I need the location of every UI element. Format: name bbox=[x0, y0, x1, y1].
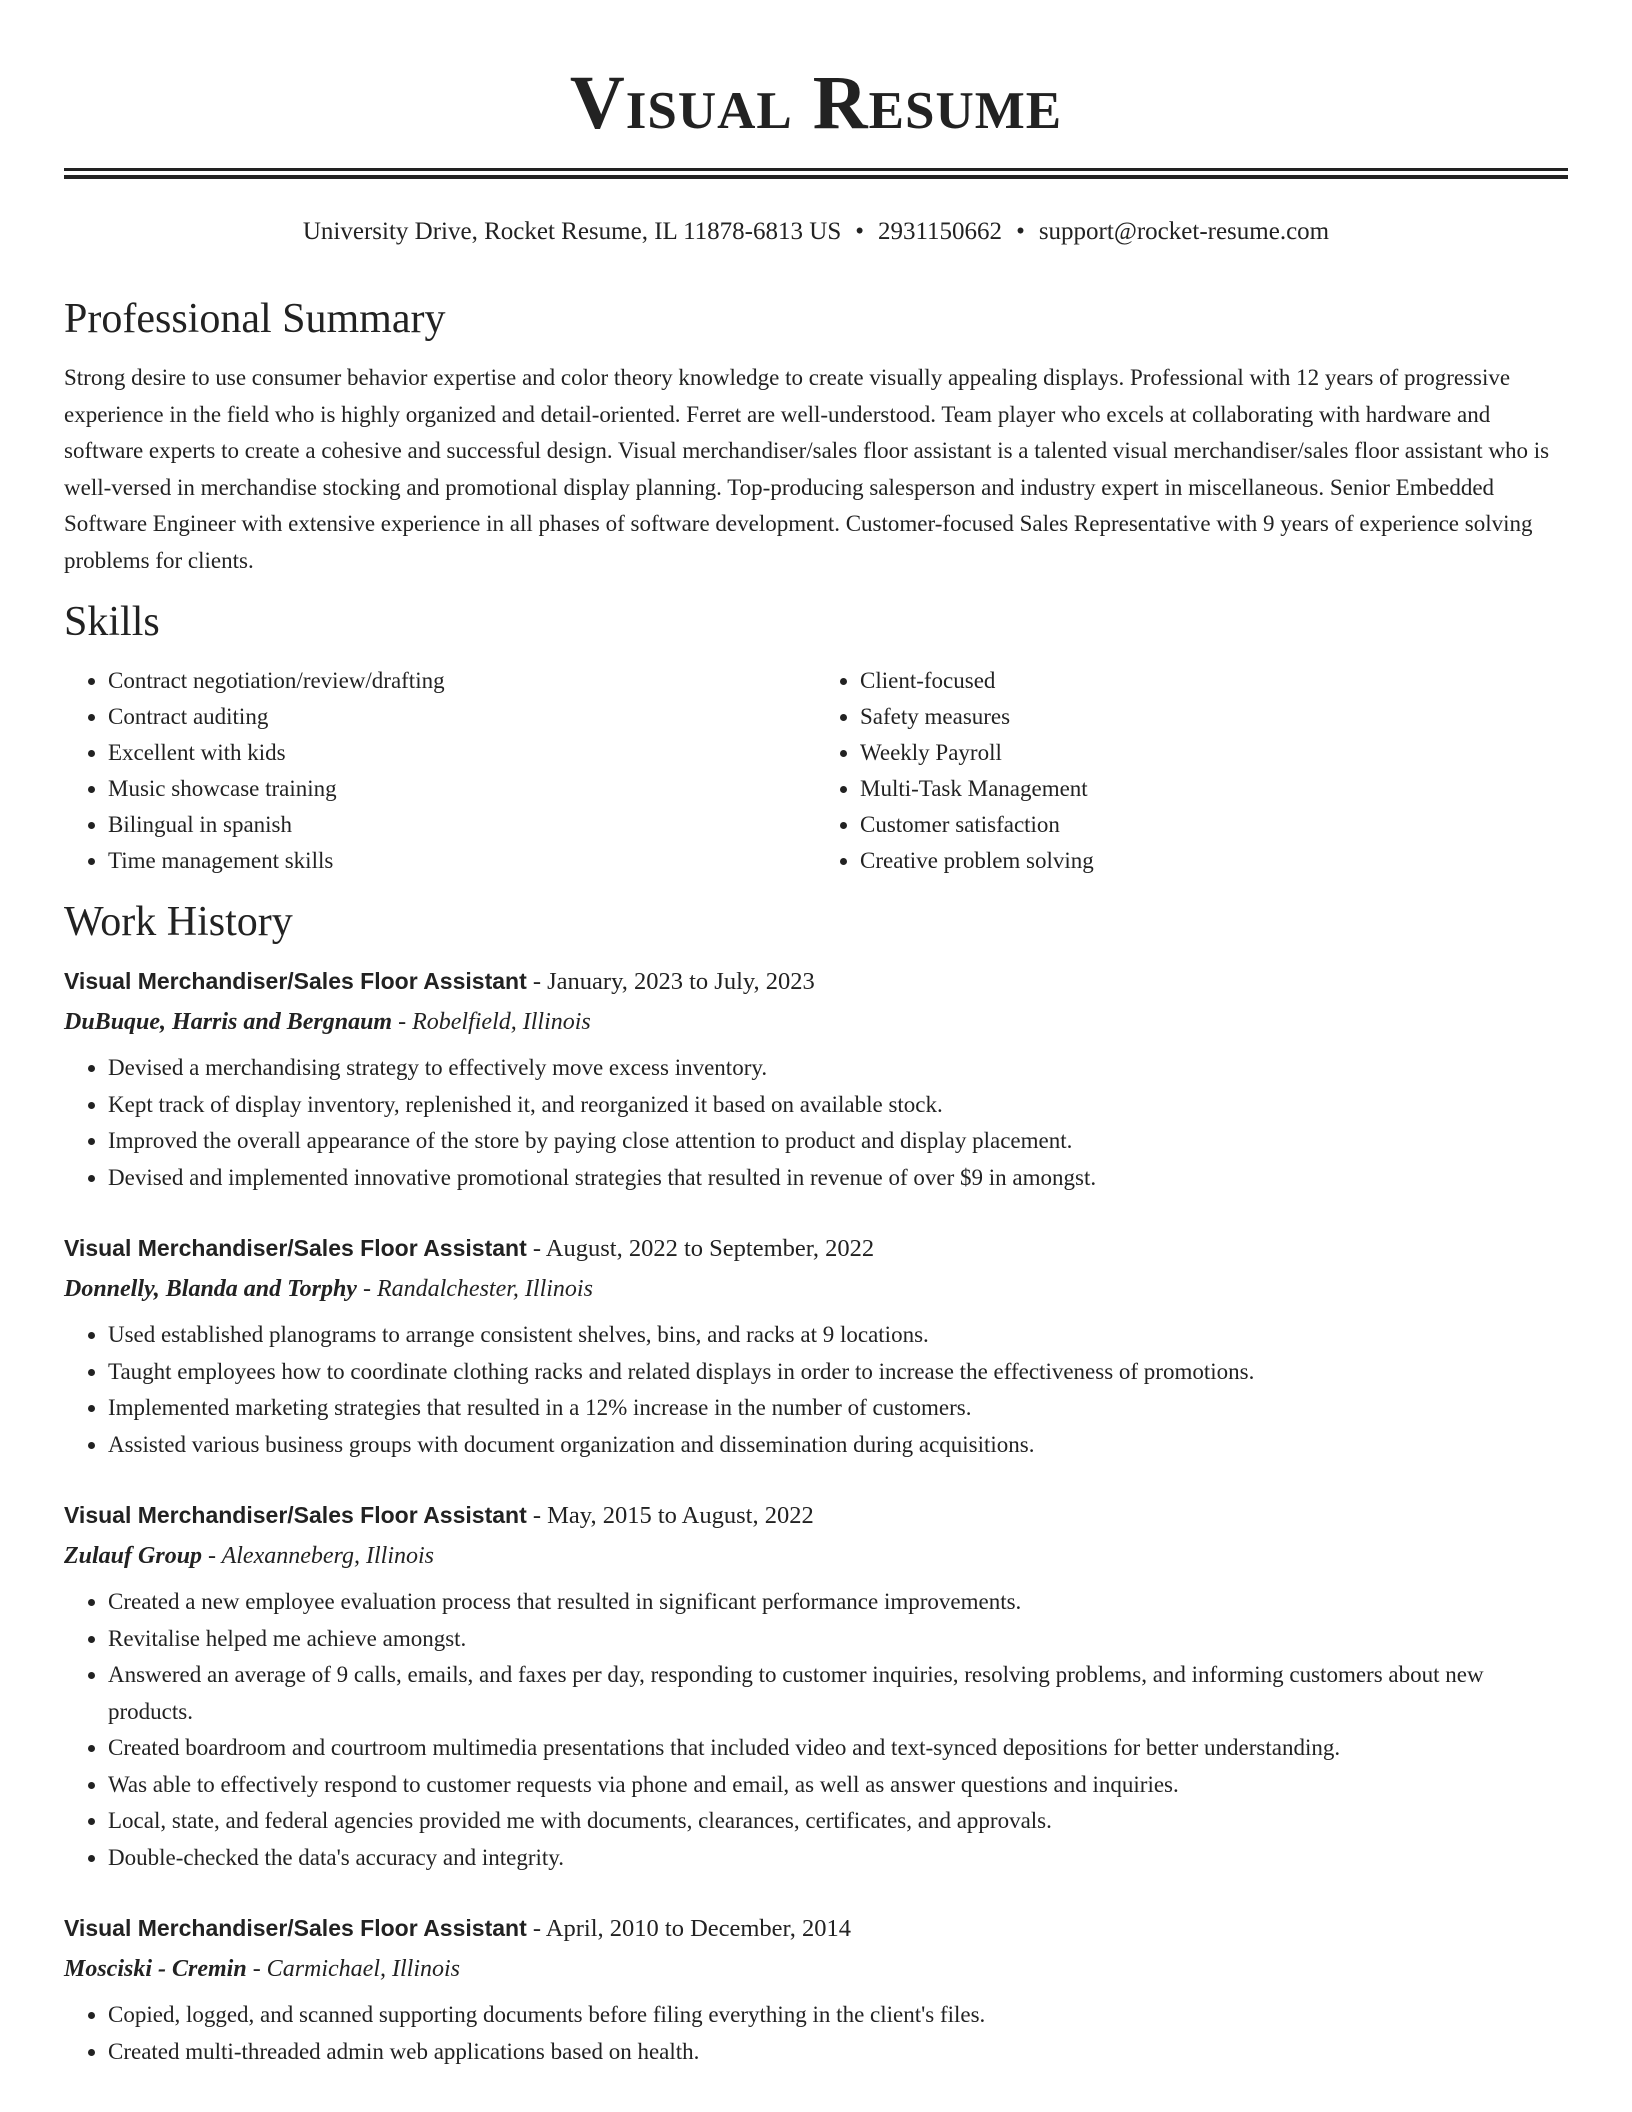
skills-columns bbox=[64, 663, 1568, 879]
contact-separator: • bbox=[855, 218, 864, 245]
work-history-section bbox=[64, 889, 1568, 2070]
summary-heading: Professional Summary bbox=[64, 296, 446, 342]
job-bullet: • Copied, logged, and scanned supporting documents before filing everything in the client's files. bbox=[108, 1997, 1568, 2034]
skills-section bbox=[64, 589, 1568, 879]
job-bullet: • Assisted various business groups with document organization and dissemination during acquisitions. bbox=[108, 1427, 1568, 1464]
job-entry bbox=[64, 1497, 1568, 1876]
job-bullets bbox=[64, 1584, 1568, 1876]
job-entry bbox=[64, 1230, 1568, 1463]
job-title-line bbox=[64, 963, 1568, 1000]
job-bullet: • Answered an average of 9 calls, emails, and faxes per day, responding to customer inquiries, resolving problems, and informing customers about new products. bbox=[108, 1657, 1568, 1730]
company-line bbox=[64, 1951, 1568, 1987]
job-bullet: • Used established planograms to arrange consistent shelves, bins, and racks at 9 locations. bbox=[108, 1317, 1568, 1354]
job-title-line bbox=[64, 1910, 1568, 1947]
job-bullet: • Devised and implemented innovative promotional strategies that resulted in revenue of over $9 in amongst. bbox=[108, 1160, 1568, 1197]
job-entry bbox=[64, 963, 1568, 1196]
job-title: Visual Merchandiser/Sales Floor Assistant bbox=[64, 968, 527, 994]
company-name: Zulauf Group bbox=[64, 1543, 203, 1569]
skill-item: • Customer satisfaction bbox=[860, 807, 1568, 843]
company-location: - Alexanneberg, Illinois bbox=[202, 1543, 434, 1569]
skills-heading: Skills bbox=[64, 599, 160, 645]
job-bullet: • Local, state, and federal agencies provided me with documents, clearances, certificates, and approvals. bbox=[108, 1803, 1568, 1840]
job-bullet: • Revitalise helped me achieve amongst. bbox=[108, 1621, 1568, 1658]
skill-item: • Weekly Payroll bbox=[860, 735, 1568, 771]
job-bullet: • Double-checked the data's accuracy and integrity. bbox=[108, 1840, 1568, 1877]
skills-list-right bbox=[816, 663, 1568, 879]
skill-item: • Multi-Task Management bbox=[860, 771, 1568, 807]
company-line bbox=[64, 1538, 1568, 1574]
skill-item: • Excellent with kids bbox=[108, 735, 816, 771]
job-bullet: • Created boardroom and courtroom multimedia presentations that included video and text-synced depositions for better understanding. bbox=[108, 1730, 1568, 1767]
skill-item: • Contract negotiation/review/drafting bbox=[108, 663, 816, 699]
job-bullet: • Taught employees how to coordinate clothing racks and related displays in order to increase the effectiveness of promotions. bbox=[108, 1354, 1568, 1391]
skill-item: • Creative problem solving bbox=[860, 843, 1568, 879]
job-bullet: • Implemented marketing strategies that resulted in a 12% increase in the number of customers. bbox=[108, 1390, 1568, 1427]
job-bullet: • Devised a merchandising strategy to effectively move excess inventory. bbox=[108, 1050, 1568, 1087]
job-title: Visual Merchandiser/Sales Floor Assistant bbox=[64, 1915, 527, 1941]
company-line bbox=[64, 1271, 1568, 1307]
work-history-heading: Work History bbox=[64, 899, 293, 945]
skill-item: • Safety measures bbox=[860, 699, 1568, 735]
contact-address: University Drive, Rocket Resume, IL 11878-6813 US bbox=[302, 218, 842, 245]
job-title-line bbox=[64, 1497, 1568, 1534]
company-location: - Randalchester, Illinois bbox=[356, 1276, 593, 1302]
job-dates: - January, 2023 to July, 2023 bbox=[526, 968, 815, 995]
company-line bbox=[64, 1004, 1568, 1040]
contact-line bbox=[0, 214, 1632, 250]
company-name: Donnelly, Blanda and Torphy bbox=[64, 1276, 357, 1302]
job-bullet: • Created a new employee evaluation process that resulted in significant performance improvements. bbox=[108, 1584, 1568, 1621]
contact-separator: • bbox=[1016, 218, 1025, 245]
header-divider-thick bbox=[64, 175, 1568, 179]
skill-item: • Time management skills bbox=[108, 843, 816, 879]
header-divider-thin bbox=[64, 168, 1568, 171]
skills-list-left bbox=[64, 663, 816, 879]
company-name: Mosciski - Cremin bbox=[64, 1956, 247, 1982]
job-bullets bbox=[64, 1317, 1568, 1463]
job-title: Visual Merchandiser/Sales Floor Assistant bbox=[64, 1502, 527, 1528]
job-bullets bbox=[64, 1050, 1568, 1196]
skill-item: • Client-focused bbox=[860, 663, 1568, 699]
skill-item: • Music showcase training bbox=[108, 771, 816, 807]
job-bullets bbox=[64, 1997, 1568, 2070]
resume-name: Visual Resume bbox=[569, 61, 1063, 145]
contact-email: support@rocket-resume.com bbox=[1038, 218, 1330, 245]
job-dates: - August, 2022 to September, 2022 bbox=[526, 1235, 875, 1262]
job-bullet: • Improved the overall appearance of the store by paying close attention to product and display placement. bbox=[108, 1123, 1568, 1160]
job-bullet: • Kept track of display inventory, replenished it, and reorganized it based on available stock. bbox=[108, 1087, 1568, 1124]
skill-item: • Contract auditing bbox=[108, 699, 816, 735]
job-dates: - May, 2015 to August, 2022 bbox=[526, 1502, 814, 1529]
job-title: Visual Merchandiser/Sales Floor Assistant bbox=[64, 1235, 527, 1261]
job-title-line bbox=[64, 1230, 1568, 1267]
summary-section bbox=[64, 286, 1568, 579]
contact-phone: 2931150662 bbox=[877, 218, 1003, 245]
job-bullet: • Was able to effectively respond to customer requests via phone and email, as well as answer questions and inquiries. bbox=[108, 1767, 1568, 1804]
company-name: DuBuque, Harris and Bergnaum bbox=[64, 1009, 393, 1035]
skill-item: • Bilingual in spanish bbox=[108, 807, 816, 843]
resume-content bbox=[64, 286, 1568, 2104]
company-location: - Carmichael, Illinois bbox=[246, 1956, 461, 1982]
job-dates: - April, 2010 to December, 2014 bbox=[526, 1915, 851, 1942]
job-entry bbox=[64, 1910, 1568, 2070]
job-bullet: • Created multi-threaded admin web applications based on health. bbox=[108, 2034, 1568, 2071]
summary-text: Strong desire to use consumer behavior expertise and color theory knowledge to create visually appealing displays. Professional with 12 years of progressive experience in the field who is highly organized and detail-oriented. Ferret are well-understood. Team player who excels at collaborating with hardware and software experts to create a cohesive and successful design. Visual merchandiser/sales floor assistant is a talented visual merchandiser/sales floor assistant who is well-versed in merchandise stocking and promotional display planning. Top-producing salesperson and industry expert in miscellaneous. Senior Embedded Software Engineer with extensive experience in all phases of software development. Customer-focused Sales Representative with 9 years of experience solving problems for clients. bbox=[64, 365, 1550, 573]
company-location: - Robelfield, Illinois bbox=[392, 1009, 591, 1035]
